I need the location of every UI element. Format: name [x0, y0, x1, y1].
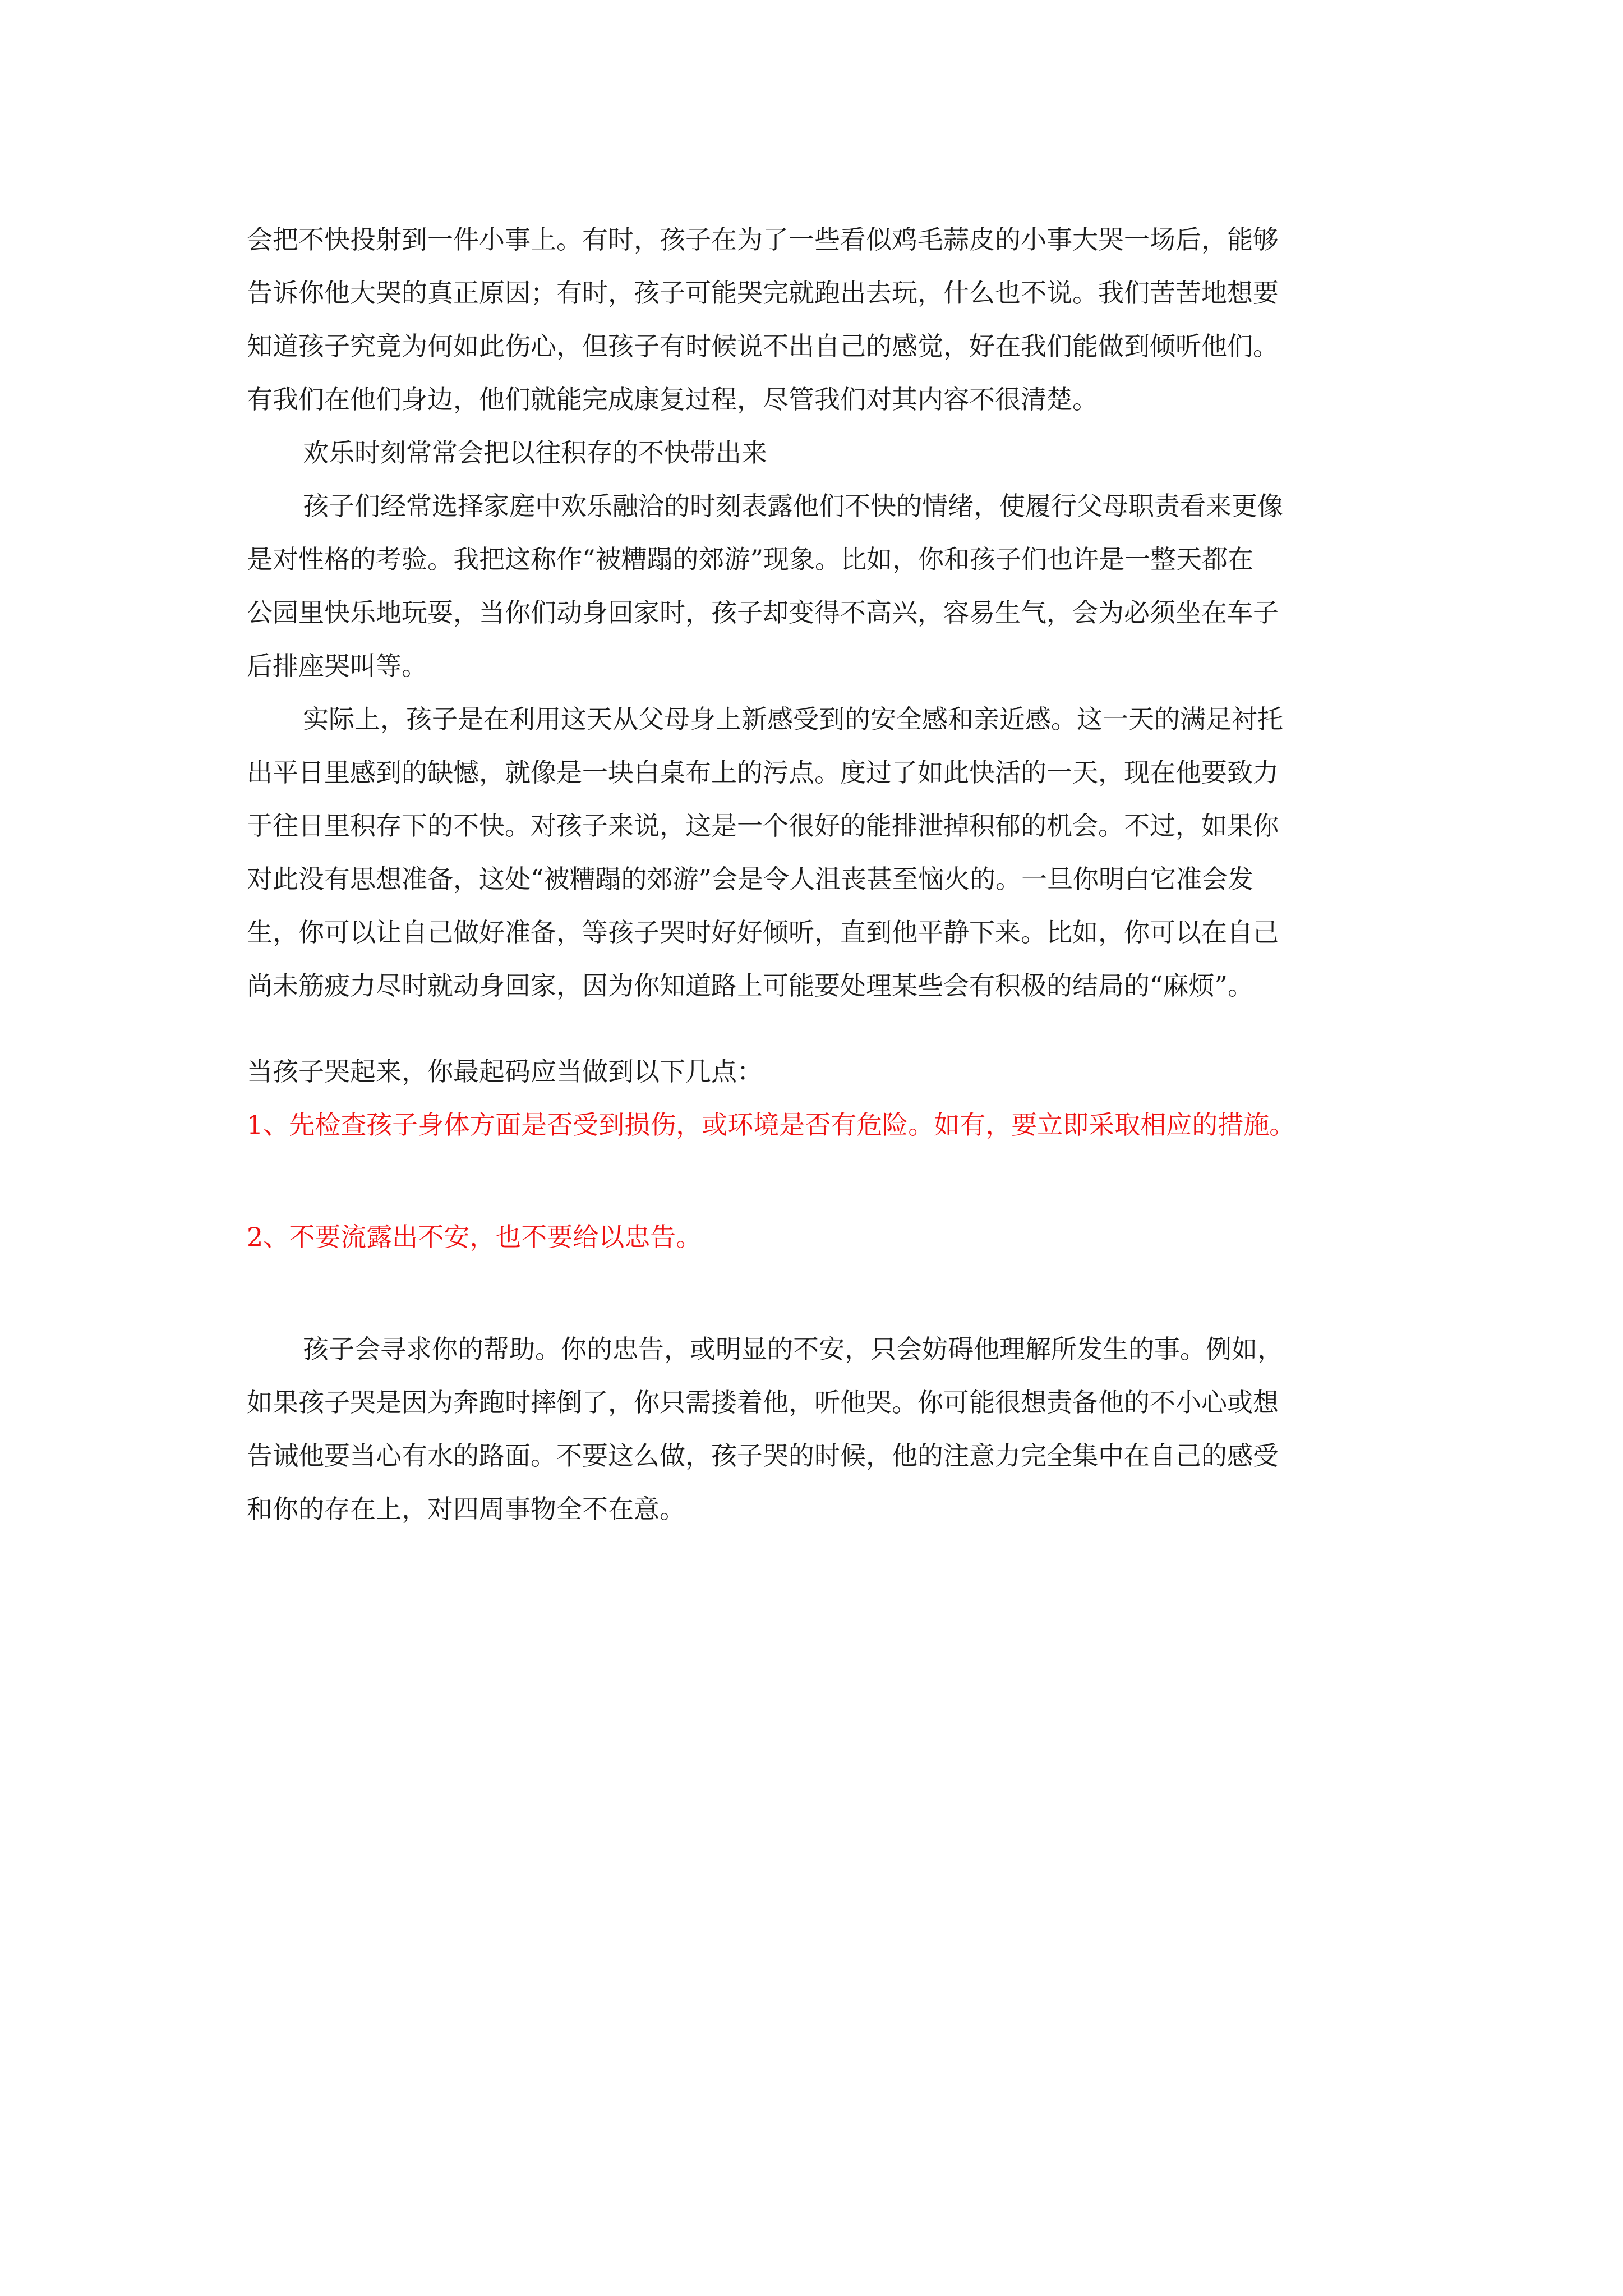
paragraph-line: 于往日里积存下的不快。对孩子来说，这是一个很好的能排泄掉积郁的机会。不过，如果你 [247, 811, 1279, 841]
paragraph-line: 公园里快乐地玩耍，当你们动身回家时，孩子却变得不高兴，容易生气，会为必须坐在车子 [247, 597, 1279, 628]
paragraph-line: 如果孩子哭是因为奔跑时摔倒了，你只需搂着他，听他哭。你可能很想责备他的不小心或想 [247, 1387, 1279, 1418]
paragraph-line: 告诉你他大哭的真正原因；有时，孩子可能哭完就跑出去玩，什么也不说。我们苦苦地想要 [247, 278, 1279, 308]
paragraph-line: 会把不快投射到一件小事上。有时，孩子在为了一些看似鸡毛蒜皮的小事大哭一场后，能够 [247, 224, 1279, 255]
paragraph-line: 生，你可以让自己做好准备，等孩子哭时好好倾听，直到他平静下来。比如，你可以在自己 [247, 917, 1279, 947]
paragraph-line: 和你的存在上，对四周事物全不在意。 [247, 1494, 685, 1524]
paragraph-line: 有我们在他们身边，他们就能完成康复过程，尽管我们对其内容不很清楚。 [247, 384, 1098, 415]
paragraph-line: 孩子会寻求你的帮助。你的忠告，或明显的不安，只会妨碍他理解所发生的事。例如， [303, 1334, 1283, 1364]
paragraph-line: 是对性格的考验。我把这称作“被糟蹋的郊游”现象。比如，你和孩子们也许是一整天都在 [247, 544, 1254, 574]
paragraph-line: 孩子们经常选择家庭中欢乐融洽的时刻表露他们不快的情绪，使履行父母职责看来更像 [303, 491, 1283, 521]
paragraph-line: 后排座哭叫等。 [247, 651, 427, 681]
paragraph-line: 尚未筋疲力尽时就动身回家，因为你知道路上可能要处理某些会有积极的结局的“麻烦”。 [247, 970, 1254, 1001]
list-item-2: 2、不要流露出不安，也不要给以忠告。 [247, 1222, 702, 1252]
list-item-1: 1、先检查孩子身体方面是否受到损伤，或环境是否有危险。如有，要立即采取相应的措施。 [247, 1110, 1295, 1140]
paragraph-line: 出平日里感到的缺憾，就像是一块白桌布上的污点。度过了如此快活的一天，现在他要致力 [247, 757, 1279, 788]
paragraph-line: 知道孩子究竟为何如此伤心，但孩子有时候说不出自己的感觉，好在我们能做到倾听他们。 [247, 331, 1279, 361]
paragraph-line: 告诫他要当心有水的路面。不要这么做，孩子哭的时候，他的注意力完全集中在自己的感受 [247, 1441, 1279, 1471]
paragraph-line: 实际上，孩子是在利用这天从父母身上新感受到的安全感和亲近感。这一天的满足衬托 [303, 704, 1283, 734]
list-intro: 当孩子哭起来，你最起码应当做到以下几点： [247, 1056, 763, 1087]
paragraph-line: 对此没有思想准备，这处“被糟蹋的郊游”会是令人沮丧甚至恼火的。一旦你明白它准会发 [247, 864, 1254, 894]
section-heading: 欢乐时刻常常会把以往积存的不快带出来 [303, 438, 767, 468]
